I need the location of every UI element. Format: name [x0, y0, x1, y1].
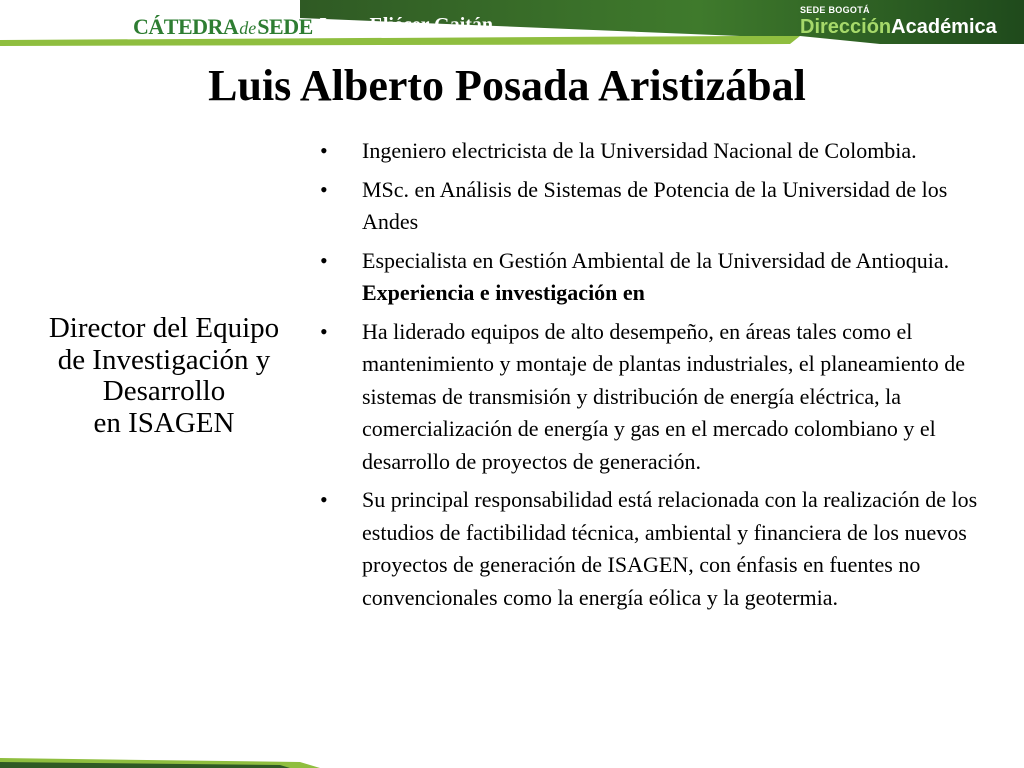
- header-band: [0, 0, 1024, 58]
- bullet-icon: •: [320, 138, 328, 163]
- list-item: [318, 245, 988, 310]
- catedra-de: de: [239, 18, 257, 38]
- bio-text: Su principal responsabilidad está relacionada con la realización de los estudios de factibilidad técnica, ambiental y financiera de los nuevos proyectos de generación de ISAGEN, con énfasis en fuentes no convencionales como la energía eólica y la geotermia.: [362, 487, 978, 610]
- slide-title: Luis Alberto Posada Aristizábal: [208, 61, 806, 110]
- position-line: Desarrollo: [102, 375, 226, 407]
- bio-subheading: Experiencia e investigación en: [362, 280, 645, 305]
- catedra-logo: [133, 14, 493, 42]
- position-line: en ISAGEN: [93, 406, 235, 439]
- bio-list: [318, 135, 988, 620]
- catedra-word-1: CÁTEDRA: [133, 14, 239, 39]
- direccion-academica-logo: [800, 5, 1020, 39]
- direccion-part-2: Académica: [891, 16, 997, 38]
- catedra-word-2: SEDE: [257, 14, 313, 39]
- bullet-icon: •: [320, 247, 328, 273]
- bio-text: Especialista en Gestión Ambiental de la Universidad de Antioquia.: [362, 247, 950, 273]
- direccion-text: [800, 16, 1020, 39]
- bio-text: MSc. en Análisis de Sistemas de Potencia de la Universidad de los Andes: [362, 176, 948, 234]
- list-item: [318, 316, 988, 479]
- list-item: [318, 135, 988, 168]
- position-block: [24, 313, 304, 439]
- direccion-part-1: Dirección: [800, 16, 892, 38]
- sede-label: SEDE BOGOTÁ: [800, 5, 870, 15]
- bullet-icon: •: [320, 318, 328, 344]
- list-item: [318, 174, 988, 239]
- list-item: [318, 484, 988, 614]
- bottom-accent: [0, 748, 1024, 768]
- bullet-icon: •: [320, 487, 328, 512]
- bio-text: Ingeniero electricista de la Universidad Nacional de Colombia.: [362, 138, 917, 163]
- position-line: Director del Equipo: [48, 312, 280, 344]
- bio-text: Ha liderado equipos de alto desempeño, en áreas tales como el mantenimiento y montaje de plantas industriales, el planeamiento de sistemas de transmisión y distribución de energía eléctrica, la comercialización de energía y gas en el mercado colombiano y el desarrollo de proyectos de generación.: [362, 318, 965, 474]
- bullet-icon: •: [320, 176, 328, 202]
- catedra-name: Jorge Eliécer Gaitán: [316, 14, 494, 36]
- position-line: de Investigación y: [57, 343, 271, 376]
